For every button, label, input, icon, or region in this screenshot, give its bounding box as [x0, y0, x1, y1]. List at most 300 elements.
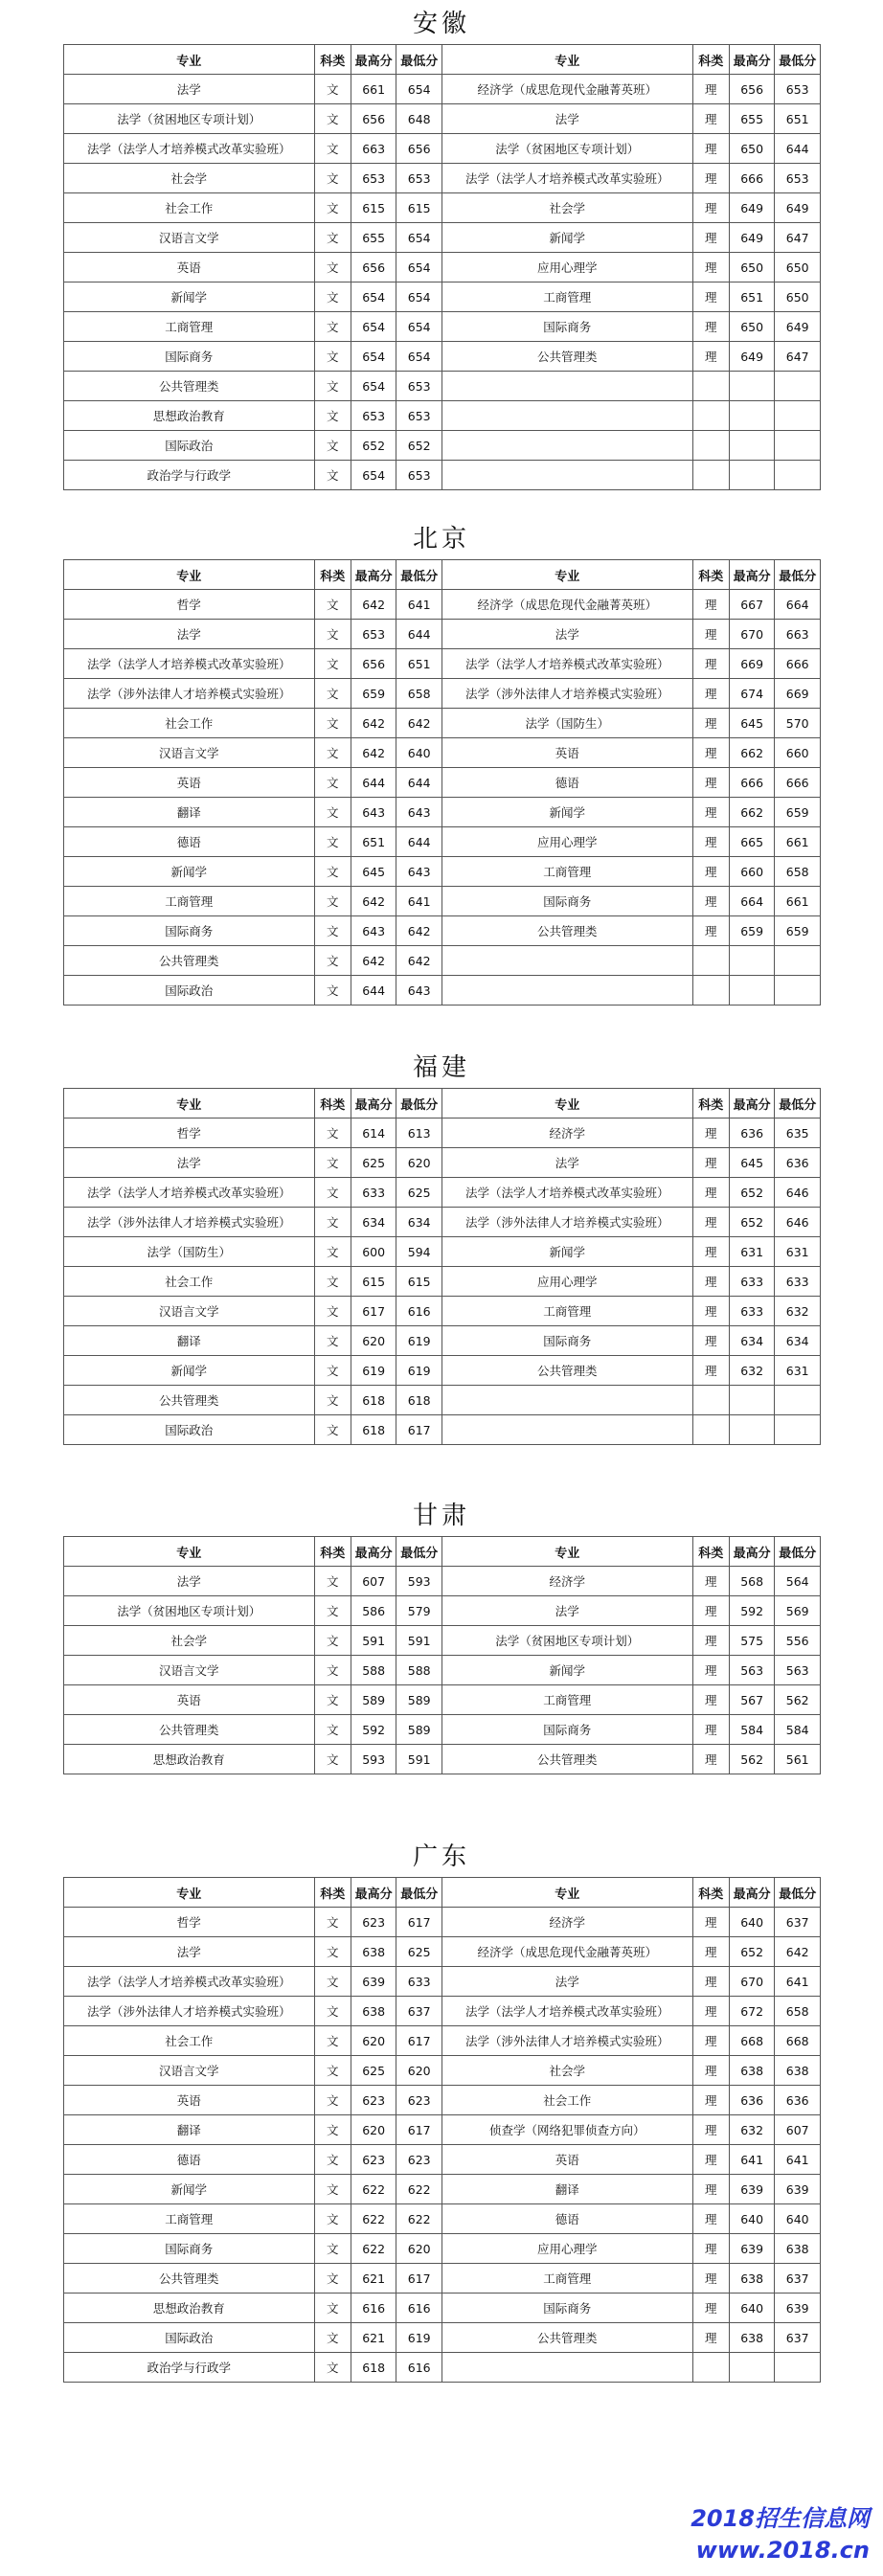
major-cell: 法学（涉外法律人才培养模式实验班）: [64, 679, 315, 709]
table-header-row: [64, 560, 821, 590]
major-cell: 法学: [64, 1567, 315, 1596]
category-cell: 文: [314, 1997, 351, 2026]
header-major: 专业: [442, 1537, 692, 1567]
category-cell: 理: [692, 1626, 729, 1656]
category-cell: 理: [692, 1267, 729, 1297]
table-row: [64, 372, 821, 401]
low-score-cell: 641: [396, 590, 442, 620]
category-cell: 文: [314, 1267, 351, 1297]
high-score-cell: 656: [351, 104, 396, 134]
major-cell: 法学: [442, 104, 692, 134]
category-cell: 文: [314, 1656, 351, 1685]
low-score-cell: [775, 401, 821, 431]
high-score-cell: 621: [351, 2323, 396, 2353]
table-row: [64, 253, 821, 282]
category-cell: 文: [314, 431, 351, 461]
high-score-cell: 645: [351, 857, 396, 887]
table-row: [64, 2234, 821, 2264]
category-cell: 理: [692, 887, 729, 916]
major-cell: 国际商务: [64, 916, 315, 946]
category-cell: 文: [314, 1967, 351, 1997]
major-cell: 英语: [442, 738, 692, 768]
low-score-cell: 616: [396, 2353, 442, 2383]
high-score-cell: 665: [729, 827, 775, 857]
major-cell: 社会学: [442, 2056, 692, 2086]
low-score-cell: 642: [396, 916, 442, 946]
low-score-cell: 636: [775, 1148, 821, 1178]
low-score-cell: 635: [775, 1119, 821, 1148]
major-cell: 法学（贫困地区专项计划）: [442, 134, 692, 164]
category-cell: 理: [692, 1656, 729, 1685]
table-row: [64, 1626, 821, 1656]
category-cell: 文: [314, 1297, 351, 1326]
major-cell: 法学（涉外法律人才培养模式实验班）: [442, 1208, 692, 1237]
category-cell: 文: [314, 887, 351, 916]
low-score-cell: 591: [396, 1745, 442, 1774]
high-score-cell: 615: [351, 193, 396, 223]
high-score-cell: 662: [729, 798, 775, 827]
major-cell: 国际政治: [64, 431, 315, 461]
low-score-cell: 639: [775, 2294, 821, 2323]
low-score-cell: 631: [775, 1356, 821, 1386]
category-cell: [692, 1386, 729, 1415]
table-row: [64, 1326, 821, 1356]
high-score-cell: 652: [729, 1178, 775, 1208]
table-row: [64, 1178, 821, 1208]
low-score-cell: 607: [775, 2115, 821, 2145]
category-cell: 理: [692, 2086, 729, 2115]
low-score-cell: 643: [396, 857, 442, 887]
header-major: 专业: [64, 1537, 315, 1567]
table-row: [64, 401, 821, 431]
high-score-cell: 644: [351, 768, 396, 798]
low-score-cell: 616: [396, 1297, 442, 1326]
header-high-score: 最高分: [729, 560, 775, 590]
category-cell: [692, 976, 729, 1006]
high-score-cell: 638: [351, 1997, 396, 2026]
watermark-url: www.2018.cn: [695, 2537, 870, 2564]
major-cell: 经济学（成思危现代金融菁英班）: [442, 590, 692, 620]
category-cell: 理: [692, 2056, 729, 2086]
high-score-cell: 662: [729, 738, 775, 768]
high-score-cell: 649: [729, 193, 775, 223]
header-category: 科类: [692, 1878, 729, 1908]
low-score-cell: 653: [396, 461, 442, 490]
table-row: [64, 75, 821, 104]
table-row: [64, 2323, 821, 2353]
high-score-cell: 654: [351, 461, 396, 490]
category-cell: 理: [692, 590, 729, 620]
table-row: [64, 1656, 821, 1685]
low-score-cell: 644: [396, 768, 442, 798]
category-cell: 文: [314, 1908, 351, 1937]
high-score-cell: 660: [729, 857, 775, 887]
major-cell: 德语: [64, 827, 315, 857]
table-row: [64, 1415, 821, 1445]
category-cell: 文: [314, 134, 351, 164]
low-score-cell: [775, 372, 821, 401]
low-score-cell: 661: [775, 827, 821, 857]
high-score-cell: 623: [351, 2086, 396, 2115]
high-score-cell: 620: [351, 2026, 396, 2056]
table-row: [64, 2115, 821, 2145]
high-score-cell: 649: [729, 342, 775, 372]
province-title: 福建: [412, 1053, 470, 1082]
table-row: [64, 342, 821, 372]
category-cell: 理: [692, 768, 729, 798]
major-cell: 新闻学: [64, 282, 315, 312]
major-cell: 法学（贫困地区专项计划）: [64, 1596, 315, 1626]
major-cell: 社会学: [442, 193, 692, 223]
header-high-score: 最高分: [351, 1537, 396, 1567]
low-score-cell: 654: [396, 312, 442, 342]
high-score-cell: 632: [729, 1356, 775, 1386]
high-score-cell: 634: [351, 1208, 396, 1237]
high-score-cell: 636: [729, 1119, 775, 1148]
major-cell: 思想政治教育: [64, 401, 315, 431]
major-cell: 国际商务: [442, 312, 692, 342]
high-score-cell: 649: [729, 223, 775, 253]
header-high-score: 最高分: [351, 1878, 396, 1908]
table-row: [64, 2353, 821, 2383]
low-score-cell: [775, 1386, 821, 1415]
table-row: [64, 1745, 821, 1774]
category-cell: 文: [314, 1386, 351, 1415]
table-row: [64, 649, 821, 679]
high-score-cell: 653: [351, 164, 396, 193]
low-score-cell: 588: [396, 1656, 442, 1685]
high-score-cell: 645: [729, 709, 775, 738]
high-score-cell: 670: [729, 1967, 775, 1997]
high-score-cell: [729, 976, 775, 1006]
header-category: 科类: [314, 45, 351, 75]
low-score-cell: 617: [396, 2115, 442, 2145]
high-score-cell: 620: [351, 1326, 396, 1356]
high-score-cell: 640: [729, 2204, 775, 2234]
low-score-cell: 659: [775, 798, 821, 827]
low-score-cell: 653: [396, 164, 442, 193]
high-score-cell: 586: [351, 1596, 396, 1626]
high-score-cell: 643: [351, 798, 396, 827]
major-cell: 新闻学: [442, 798, 692, 827]
category-cell: 文: [314, 1178, 351, 1208]
major-cell: 法学（涉外法律人才培养模式实验班）: [442, 2026, 692, 2056]
low-score-cell: 616: [396, 2294, 442, 2323]
category-cell: 文: [314, 1626, 351, 1656]
table-row: [64, 798, 821, 827]
low-score-cell: 622: [396, 2175, 442, 2204]
low-score-cell: 617: [396, 2026, 442, 2056]
category-cell: 理: [692, 2204, 729, 2234]
table-row: [64, 1119, 821, 1148]
table-row: [64, 1715, 821, 1745]
header-low-score: 最低分: [775, 560, 821, 590]
high-score-cell: 622: [351, 2175, 396, 2204]
header-high-score: 最高分: [351, 45, 396, 75]
category-cell: 文: [314, 916, 351, 946]
low-score-cell: 641: [396, 887, 442, 916]
major-cell: [442, 2353, 692, 2383]
category-cell: 文: [314, 75, 351, 104]
table-row: [64, 2264, 821, 2294]
high-score-cell: [729, 461, 775, 490]
low-score-cell: 642: [775, 1937, 821, 1967]
table-row: [64, 134, 821, 164]
table-row: [64, 431, 821, 461]
low-score-cell: 640: [396, 738, 442, 768]
major-cell: 社会工作: [64, 1267, 315, 1297]
watermark-site-name: 2018招生信息网: [691, 2505, 870, 2532]
low-score-cell: 637: [775, 1908, 821, 1937]
table-row: [64, 1908, 821, 1937]
table-row: [64, 193, 821, 223]
score-table: [63, 44, 821, 490]
category-cell: 文: [314, 282, 351, 312]
high-score-cell: 652: [351, 431, 396, 461]
category-cell: 文: [314, 1148, 351, 1178]
header-category: 科类: [314, 1537, 351, 1567]
low-score-cell: 638: [775, 2056, 821, 2086]
table-header-row: [64, 1089, 821, 1119]
low-score-cell: 647: [775, 223, 821, 253]
major-cell: 国际商务: [442, 887, 692, 916]
category-cell: 文: [314, 1356, 351, 1386]
table-row: [64, 2026, 821, 2056]
high-score-cell: 644: [351, 976, 396, 1006]
table-row: [64, 1267, 821, 1297]
high-score-cell: 653: [351, 620, 396, 649]
header-category: 科类: [314, 560, 351, 590]
header-major: 专业: [64, 45, 315, 75]
category-cell: [692, 401, 729, 431]
category-cell: 文: [314, 649, 351, 679]
high-score-cell: 621: [351, 2264, 396, 2294]
major-cell: [442, 1415, 692, 1445]
low-score-cell: 636: [775, 2086, 821, 2115]
category-cell: 文: [314, 104, 351, 134]
major-cell: 法学: [442, 1596, 692, 1626]
category-cell: 理: [692, 223, 729, 253]
major-cell: 法学（法学人才培养模式改革实验班）: [442, 1178, 692, 1208]
high-score-cell: 619: [351, 1356, 396, 1386]
high-score-cell: 672: [729, 1997, 775, 2026]
high-score-cell: 663: [351, 134, 396, 164]
high-score-cell: 563: [729, 1656, 775, 1685]
low-score-cell: 642: [396, 946, 442, 976]
category-cell: 文: [314, 401, 351, 431]
major-cell: 经济学: [442, 1119, 692, 1148]
major-cell: 法学（法学人才培养模式改革实验班）: [64, 1178, 315, 1208]
high-score-cell: 670: [729, 620, 775, 649]
high-score-cell: 633: [729, 1267, 775, 1297]
category-cell: 文: [314, 2353, 351, 2383]
category-cell: 理: [692, 1967, 729, 1997]
high-score-cell: 639: [351, 1967, 396, 1997]
category-cell: 文: [314, 709, 351, 738]
category-cell: 理: [692, 134, 729, 164]
major-cell: 新闻学: [64, 2175, 315, 2204]
high-score-cell: 645: [729, 1148, 775, 1178]
header-high-score: 最高分: [729, 1537, 775, 1567]
category-cell: 理: [692, 679, 729, 709]
category-cell: 文: [314, 827, 351, 857]
major-cell: 翻译: [64, 1326, 315, 1356]
high-score-cell: 654: [351, 342, 396, 372]
low-score-cell: [775, 976, 821, 1006]
category-cell: 理: [692, 312, 729, 342]
category-cell: 理: [692, 649, 729, 679]
low-score-cell: 668: [775, 2026, 821, 2056]
category-cell: 文: [314, 590, 351, 620]
major-cell: [442, 372, 692, 401]
table-row: [64, 887, 821, 916]
high-score-cell: 600: [351, 1237, 396, 1267]
province-section: [0, 1048, 883, 1445]
major-cell: 翻译: [64, 798, 315, 827]
high-score-cell: 631: [729, 1237, 775, 1267]
table-row: [64, 1356, 821, 1386]
category-cell: 理: [692, 709, 729, 738]
high-score-cell: 589: [351, 1685, 396, 1715]
major-cell: 社会工作: [64, 193, 315, 223]
major-cell: 公共管理类: [442, 1745, 692, 1774]
high-score-cell: 654: [351, 282, 396, 312]
major-cell: 法学（贫困地区专项计划）: [64, 104, 315, 134]
high-score-cell: 614: [351, 1119, 396, 1148]
category-cell: 文: [314, 857, 351, 887]
high-score-cell: 588: [351, 1656, 396, 1685]
high-score-cell: 653: [351, 401, 396, 431]
high-score-cell: 656: [351, 253, 396, 282]
major-cell: 新闻学: [442, 1237, 692, 1267]
low-score-cell: 579: [396, 1596, 442, 1626]
table-row: [64, 916, 821, 946]
category-cell: 理: [692, 1208, 729, 1237]
table-row: [64, 590, 821, 620]
category-cell: 理: [692, 1326, 729, 1356]
high-score-cell: 622: [351, 2204, 396, 2234]
high-score-cell: 656: [351, 649, 396, 679]
low-score-cell: 652: [396, 431, 442, 461]
major-cell: 英语: [64, 1685, 315, 1715]
category-cell: [692, 372, 729, 401]
major-cell: 汉语言文学: [64, 2056, 315, 2086]
major-cell: 国际商务: [442, 1326, 692, 1356]
header-major: 专业: [64, 1089, 315, 1119]
header-category: 科类: [692, 560, 729, 590]
low-score-cell: 650: [775, 253, 821, 282]
major-cell: 法学: [442, 620, 692, 649]
category-cell: 文: [314, 1937, 351, 1967]
category-cell: 文: [314, 193, 351, 223]
high-score-cell: 650: [729, 312, 775, 342]
header-major: 专业: [442, 1089, 692, 1119]
low-score-cell: 654: [396, 253, 442, 282]
score-table: [63, 559, 821, 1006]
low-score-cell: 664: [775, 590, 821, 620]
category-cell: 理: [692, 1148, 729, 1178]
major-cell: 汉语言文学: [64, 1297, 315, 1326]
category-cell: 理: [692, 1119, 729, 1148]
low-score-cell: 617: [396, 2264, 442, 2294]
category-cell: 文: [314, 679, 351, 709]
category-cell: 理: [692, 2264, 729, 2294]
major-cell: 法学（法学人才培养模式改革实验班）: [64, 134, 315, 164]
major-cell: 新闻学: [442, 1656, 692, 1685]
major-cell: 公共管理类: [442, 342, 692, 372]
category-cell: 理: [692, 164, 729, 193]
category-cell: [692, 1415, 729, 1445]
category-cell: 理: [692, 1178, 729, 1208]
low-score-cell: 658: [775, 857, 821, 887]
low-score-cell: 620: [396, 1148, 442, 1178]
table-header-row: [64, 45, 821, 75]
category-cell: 文: [314, 1596, 351, 1626]
high-score-cell: 652: [729, 1208, 775, 1237]
high-score-cell: 661: [351, 75, 396, 104]
low-score-cell: 642: [396, 709, 442, 738]
low-score-cell: 620: [396, 2056, 442, 2086]
low-score-cell: 634: [396, 1208, 442, 1237]
table-row: [64, 1148, 821, 1178]
major-cell: 法学（法学人才培养模式改革实验班）: [442, 649, 692, 679]
category-cell: 文: [314, 1326, 351, 1356]
table-header-row: [64, 1537, 821, 1567]
major-cell: 新闻学: [64, 857, 315, 887]
category-cell: 理: [692, 342, 729, 372]
score-table: [63, 1536, 821, 1774]
major-cell: 公共管理类: [64, 946, 315, 976]
major-cell: 国际政治: [64, 976, 315, 1006]
high-score-cell: 659: [729, 916, 775, 946]
low-score-cell: [775, 431, 821, 461]
low-score-cell: 659: [775, 916, 821, 946]
major-cell: 新闻学: [64, 1356, 315, 1386]
major-cell: [442, 976, 692, 1006]
low-score-cell: 619: [396, 1356, 442, 1386]
major-cell: 公共管理类: [64, 1715, 315, 1745]
table-row: [64, 620, 821, 649]
table-row: [64, 223, 821, 253]
low-score-cell: 632: [775, 1297, 821, 1326]
category-cell: 理: [692, 253, 729, 282]
table-row: [64, 738, 821, 768]
low-score-cell: 617: [396, 1908, 442, 1937]
high-score-cell: 562: [729, 1745, 775, 1774]
high-score-cell: 632: [729, 2115, 775, 2145]
header-low-score: 最低分: [775, 1089, 821, 1119]
category-cell: [692, 946, 729, 976]
category-cell: 理: [692, 1297, 729, 1326]
low-score-cell: 649: [775, 312, 821, 342]
major-cell: 工商管理: [64, 2204, 315, 2234]
major-cell: 国际政治: [64, 1415, 315, 1445]
header-category: 科类: [314, 1878, 351, 1908]
category-cell: 文: [314, 2234, 351, 2264]
major-cell: 法学（涉外法律人才培养模式实验班）: [64, 1997, 315, 2026]
category-cell: 理: [692, 620, 729, 649]
major-cell: 法学: [64, 1937, 315, 1967]
high-score-cell: 642: [351, 738, 396, 768]
table-row: [64, 2056, 821, 2086]
table-row: [64, 2294, 821, 2323]
low-score-cell: 618: [396, 1386, 442, 1415]
major-cell: 工商管理: [442, 282, 692, 312]
major-cell: 德语: [442, 768, 692, 798]
low-score-cell: 654: [396, 282, 442, 312]
header-high-score: 最高分: [729, 45, 775, 75]
category-cell: 文: [314, 1685, 351, 1715]
